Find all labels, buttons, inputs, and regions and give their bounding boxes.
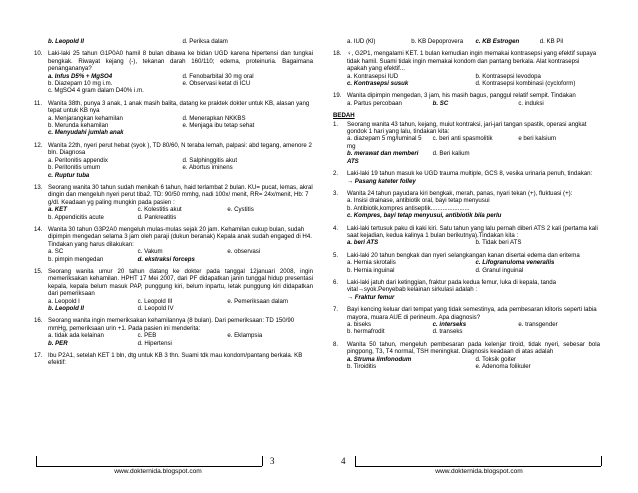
footer-rule	[355, 466, 601, 467]
bedah-question-4	[333, 225, 600, 247]
option: a. Kontrasepsi IUD	[347, 72, 399, 80]
footer-bar	[355, 456, 356, 466]
option: d. Periksa dalam	[182, 38, 228, 45]
option: c. Kolestitis akut	[137, 206, 182, 214]
question-17	[34, 352, 313, 367]
answer: → Fraktur femur	[347, 293, 395, 301]
footer-rule	[36, 466, 262, 467]
option: e. Cystitis	[227, 206, 254, 214]
question-9-tail	[34, 38, 313, 45]
question-19	[333, 92, 600, 107]
option: c. induksi	[518, 99, 544, 107]
option: b. PER	[48, 339, 68, 347]
question-number: 13.	[34, 183, 43, 191]
option: c. PEB	[137, 332, 157, 340]
option: a. Insisi drainase, antibiotik oral, bayi tetap menyusui	[347, 197, 490, 205]
question-number: 14.	[34, 225, 43, 233]
option: a. KET	[48, 206, 67, 214]
option: d. KB Pil	[539, 38, 564, 45]
question-13	[34, 184, 313, 221]
bedah-question-7	[333, 306, 600, 336]
question-15	[34, 268, 313, 312]
option: c. Kompres, bayi tetap menyusui, antibiotik bila perlu	[347, 212, 502, 220]
question-number: 2.	[333, 170, 339, 178]
option: e. Menjaga ibu tetap sehat	[182, 122, 255, 130]
option: d. Toksik goiter	[475, 355, 517, 363]
question-number: 8.	[333, 340, 339, 348]
question-10	[34, 50, 313, 94]
option: d. Pankreatitis	[137, 213, 177, 221]
option: b. SC	[432, 99, 449, 107]
option: a. Hernia skrotalis	[347, 259, 396, 267]
option: a. Infus D5% + MgSO4	[48, 72, 113, 80]
option: a. biseks	[347, 321, 372, 328]
option: b. Leopold II	[48, 305, 84, 312]
option: c. KB Estrogen	[475, 38, 520, 45]
bedah-question-3	[333, 190, 600, 220]
question-text: Seorang wanita ingin memeriksakan kehamilannya (8 bulan). Dari pemeriksaan: TD 150/90 mmHg, pemeriksaan urin +1. Pada pasien ini menderita:	[48, 317, 295, 332]
answer: → Pasang kateter folley	[347, 177, 416, 185]
option: a. IUD (Kl)	[347, 38, 376, 45]
question-text: Laki-laki 25 tahun G1P0A0 hamil 8 bulan dibawa ke bidan UGD karena hipertensi dan tungkai bengkak. Riwayat kejang (-), tekanan darah 160/110; edema, proteinuria. Bagaimana penangananya?	[48, 50, 313, 73]
option: d. Beri kalium	[432, 150, 470, 158]
option: c. interseks	[432, 321, 467, 328]
question-text: Wanita 24 tahun payudara kiri bengkak, merah, panas, nyari tekan (+), fluktuasi (+):	[347, 189, 573, 197]
question-text: Wanita 38th, punya 3 anak, 1 anak masih balita, datang ke praktek dokter untuk KB, alasan yang tepat untuk KB nya	[48, 99, 310, 115]
option: e. Pemeriksaan dalam	[227, 297, 288, 305]
question-number: 18.	[333, 50, 342, 58]
question-number: 19.	[333, 92, 342, 100]
question-number: 11.	[34, 99, 43, 107]
question-number: 5.	[333, 251, 339, 259]
question-14	[34, 226, 313, 263]
option: c. Lifogranuloma venerallis	[475, 259, 555, 267]
option: a. SC	[48, 248, 64, 256]
option: d. Kontrasepsi kombinasi (cycloform)	[475, 80, 576, 88]
option: c. Leopold III	[137, 297, 173, 305]
option: b. Appendicitis acute	[48, 213, 104, 221]
footer-bar	[262, 456, 263, 466]
option: a. Partus percobaan	[347, 99, 402, 107]
option: b. pimpin mengedan	[48, 255, 104, 263]
option: a. Menjarangkan kehamilan	[48, 114, 123, 122]
question-number: 1.	[333, 120, 339, 128]
option: e. Abortus iminens	[182, 164, 233, 172]
option: d. Hipertensi	[137, 339, 172, 347]
page-right	[319, 0, 638, 493]
question-number: 12.	[34, 141, 43, 149]
question-text: Wanita 50 tahun, mengeluh pembesaran pada kelenjar tiroid, tidak nyeri, sebesar bola pingpong, T3, T4 normal, TSH meningkat. Diagnosis keadaan di atas adalah	[347, 340, 600, 356]
bedah-question-5	[333, 252, 600, 274]
question-text: Laki-laki jatuh dari ketinggian, fraktur pada kedua femur, luka di kepala, tanda vital→syok.Penyebab kelainan sirkulasi adalah :	[347, 278, 557, 294]
question-number: 16.	[34, 317, 43, 325]
question-11	[34, 100, 313, 137]
option: c. Menyudahi jumlah anak	[48, 129, 124, 137]
option: c. Ruptur tuba	[48, 171, 90, 179]
option: a. Struma limfonodum	[347, 355, 412, 363]
question-12	[34, 142, 313, 179]
option: b. hermafrodit	[347, 328, 385, 336]
page-number: 4	[341, 456, 346, 466]
option: a. beri ATS	[347, 239, 379, 247]
option: b. Tiroiditis	[347, 363, 377, 371]
option: d. Leopold IV	[137, 305, 174, 312]
question-16	[34, 317, 313, 347]
question-number: 4.	[333, 224, 339, 232]
option: b. merawat dan memberi ATS	[347, 150, 419, 165]
question-text: Seorang wanita 43 tahun, kejang, muiut kontraksi, jari-jari tangan spastik, operasi angkat gondok 1 hari yang lalu, tindakan kita:	[347, 120, 587, 136]
footer-bar	[601, 456, 602, 466]
option: d. Menerapkan NKKBS	[182, 114, 246, 122]
bedah-question-6	[333, 279, 600, 301]
option: b. Tidak beri ATS	[475, 239, 522, 247]
question-number: 17.	[34, 352, 43, 360]
footer-bar	[36, 456, 37, 466]
question-text: Laki-laki 20 tahun bengkak dan nyeri selangkangan kanan disertai edema dan eritema	[347, 251, 580, 259]
question-text: Ibu P2A1, setelah KET 1 bln, dtg untuk KB 3 thn. Suami tdk mau kondom/pantang berkala. KB efektif:	[48, 352, 303, 367]
option: b. Hernia inguinal	[347, 266, 395, 274]
question-text: Wanita dipimpin mengedan, 3 jam, his masih bagus, panggul relatif sempit. Tindakan	[347, 92, 576, 100]
question-17-options	[333, 38, 600, 45]
option: b. KB Depoprovera	[411, 38, 464, 45]
question-text: Wanita 30 tahun G3P2A0 mengeluh mulas-mulas sejak 20 jam. Kehamilan cukup bulan, sudah dipimpin mengedan selama 3 jam oleh paraji (dukun beranak) Kepala anak sudah engaged di H4. Tindakan yang harus dilakukan:	[48, 225, 312, 248]
question-number: 10.	[34, 50, 43, 58]
option: d. ekstraksi forceps	[137, 255, 195, 263]
bedah-question-8	[333, 341, 600, 371]
option: d. Granul inguinal	[475, 266, 524, 274]
question-text: ♀, G2P1, mengalami KET. 1 bulan kemudian ingin memakai kontrasepsi yang efektif supaya tidak hamil. Suami tidak ingin memakai kondom dan pantang berkala. Alat kontrasepsi apakah yang efektif...	[347, 50, 597, 73]
option: c. Kontrasepsi susuk	[347, 80, 409, 88]
option: a. Leopold I	[48, 297, 80, 305]
option: a. diazepam 5 mg/luminal 5 mg	[347, 135, 422, 150]
option: e. Adenoma folikuler	[475, 363, 531, 371]
option: b. Leopold II	[48, 38, 84, 45]
question-number: 6.	[333, 278, 339, 286]
option: b. Merunda kehamilan	[48, 122, 109, 130]
option: d. Fenobarbital 30 mg oral	[182, 72, 254, 80]
option: e. Observasi ketat di ICU	[182, 80, 251, 88]
option: c. Vakum	[137, 248, 163, 256]
question-text: Laki-laki 19 tahun masuk ke UGD trauma multiple, GCS 8, vesika urinaria penuh, tindakan:	[347, 170, 593, 178]
question-text: Seorang wanita umur 20 tahun datang ke dokter pada tanggal 12januari 2008, ingin memeriksakan kehamilan. HPHT 17 Mei 2007, dari PF didapatkan janin tunggal hidup presentasi kepala, kepala belum masuk PAP, punggung kiri, belum inpartu, letak punggung kiri didapatkan dari pemeriksaan	[48, 267, 313, 298]
option: b. Peritonitis umum	[48, 164, 101, 172]
option: a. Peritonitis appendix	[48, 156, 108, 164]
option: e. Eklampsia	[227, 332, 263, 340]
section-heading: BEDAH	[333, 112, 355, 120]
question-text: Laki-laki tertusuk paku di kaki kiri. Satu tahun yang lalu pernah diberi ATS 2 kali (pertama kali saat kejadian, kedua kalinya 1 bulan berikutnya).Tindakan kita :	[347, 224, 598, 239]
footer-right	[319, 452, 638, 482]
option: c. beri anti spasmolitik	[432, 135, 493, 143]
option: b. Diazepam 10 mg i.m.	[48, 80, 113, 88]
option: d. Salphinggitis akut	[182, 156, 238, 164]
question-text: Seorang wanita 30 tahun sudah menikah 6 tahun, haid terlambat 2 bulan. KU= pucat, lemas, akral dingin dan mengeluh nyeri perut tiba2. TD: 90/50 mmhg, nadi 100x/ menit, RR= 24x/menit, Hb: 7 g/dl. Keadaan yg paling mungkin pada pasien :	[48, 183, 313, 206]
question-number: 15.	[34, 267, 43, 275]
bedah-question-1	[333, 121, 600, 165]
option: e. observasi	[227, 248, 261, 256]
option: d. transeks	[432, 328, 463, 336]
option: b. Kontrasepsi levodopa	[475, 72, 541, 80]
footer-url[interactable]: www.dokternida.blogspot.com	[114, 468, 202, 475]
question-text: Wanita 22th, nyeri perut hebat (syok ), TD 80/60, N teraba lemah, palpasi: abd tegang, amenore 2 bln. Diagnosa	[48, 141, 312, 157]
page-number: 3	[270, 456, 275, 466]
option: e beri kalsium	[518, 135, 556, 143]
option: c. MgSO4 4 gram dalam D40% i.m.	[48, 87, 144, 95]
option: a. tidak ada kelainan	[48, 332, 104, 340]
bedah-question-2	[333, 170, 600, 185]
question-number: 7.	[333, 306, 339, 314]
question-18	[333, 50, 600, 87]
footer-url[interactable]: www.dokternida.blogspot.com	[435, 468, 523, 475]
question-text: Bayi kencing keluar dari tempat yang tidak semestinya, ada pembesaran klitoris seperti labia mayora, muara AUE di perineum. Apa diagnosis?	[347, 306, 597, 321]
option: e. transgender	[518, 321, 558, 328]
question-number: 3.	[333, 189, 339, 197]
footer-left	[0, 452, 319, 482]
option: b. Antibiotik,kompres antiseptik.......................	[347, 204, 470, 212]
